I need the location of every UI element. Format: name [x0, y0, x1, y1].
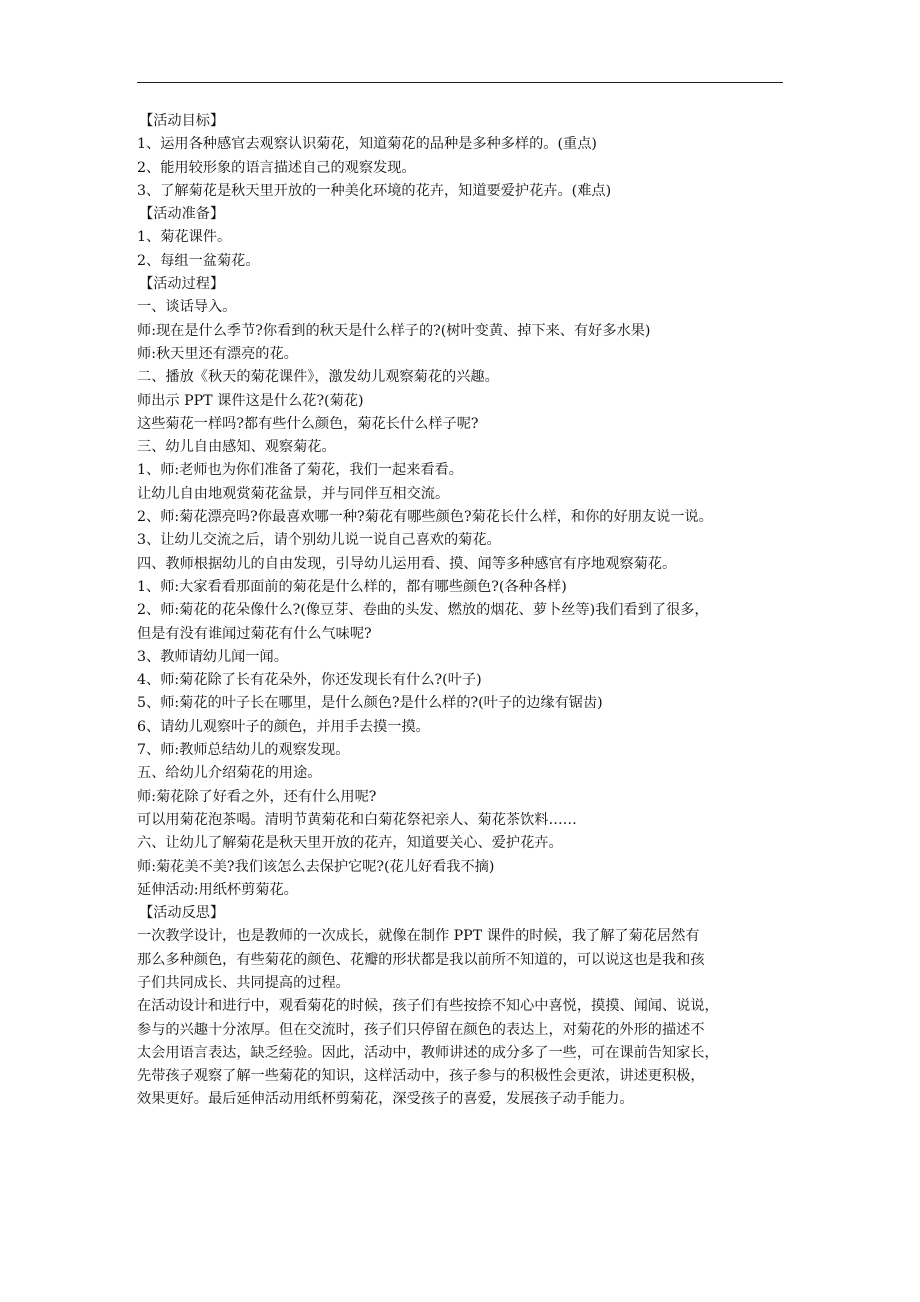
text-line: 1、师:老师也为你们准备了菊花，我们一起来看看。 [137, 462, 463, 479]
text-line: 4、师:菊花除了长有花朵外，你还发现长有什么?(叶子) [137, 672, 482, 689]
text-line: 三、幼儿自由感知、观察菊花。 [137, 439, 336, 456]
text-line: 3、教师请幼儿闻一闻。 [137, 648, 288, 665]
text-line: 太会用语言表达，缺乏经验。因此，活动中，教师讲述的成分多了一些，可在课前告知家长， [137, 1044, 719, 1061]
text-line: 3、让幼儿交流之后，请个别幼儿说一说自己喜欢的菊花。 [137, 532, 501, 549]
text-line: 1、运用各种感官去观察认识菊花，知道菊花的品种是多种多样的。(重点) [137, 136, 597, 153]
text-line: 可以用菊花泡茶喝。清明节黄菊花和白菊花祭祀亲人、菊花茶饮料…… [137, 811, 577, 828]
text-line: 四、教师根据幼儿的自由发现，引导幼儿运用看、摸、闻等多种感官有序地观察菊花。 [137, 555, 677, 572]
text-line: 在活动设计和进行中，观看菊花的时候，孩子们有些按捺不知心中喜悦，摸摸、闻闻、说说， [137, 998, 719, 1015]
text-line: 7、师:教师总结幼儿的观察发现。 [137, 742, 350, 759]
text-line: 2、师:菊花漂亮吗?你最喜欢哪一种?菊花有哪些颜色?菊花长什么样，和你的好朋友说一说。 [137, 509, 713, 526]
text-line: 1、菊花课件。 [137, 229, 232, 246]
text-line: 5、师:菊花的叶子长在哪里，是什么颜色?是什么样的?(叶子的边缘有锯齿) [137, 695, 603, 712]
text-line: 师:菊花除了好看之外，还有什么用呢? [137, 788, 377, 805]
text-line: 先带孩子观察了解一些菊花的知识，这样活动中，孩子参与的积极性会更浓，讲述更积极， [137, 1068, 705, 1085]
section-heading: 【活动目标】 [139, 113, 225, 129]
section-heading: 【活动过程】 [139, 276, 225, 293]
text-line: 参与的兴趣十分浓厚。但在交流时，孩子们只停留在颜色的表达上，对菊花的外形的描述不 [137, 1021, 705, 1038]
text-line: 师出示 PPT 课件这是什么花?(菊花) [137, 392, 364, 409]
text-line: 6、请幼儿观察叶子的颜色，并用手去摸一摸。 [137, 718, 430, 735]
text-line: 六、让幼儿了解菊花是秋天里开放的花卉，知道要关心、爱护花卉。 [137, 835, 563, 852]
text-line: 2、能用较形象的语言描述自己的观察发现。 [137, 159, 416, 176]
text-line: 子们共同成长、共同提高的过程。 [137, 974, 350, 991]
text-line: 师:菊花美不美?我们该怎么去保护它呢?(花儿好看我不摘) [137, 858, 495, 875]
document-body [137, 110, 785, 1112]
text-line: 五、给幼儿介绍菊花的用途。 [137, 765, 322, 782]
text-line: 那么多种颜色，有些菊花的颜色、花瓣的形状都是我以前所不知道的，可以说这也是我和孩 [137, 951, 705, 968]
text-line: 3、了解菊花是秋天里开放的一种美化环境的花卉，知道要爱护花卉。(难点) [137, 182, 612, 199]
text-line: 一、谈话导入。 [137, 299, 237, 316]
text-line: 但是有没有谁闻过菊花有什么气味呢? [137, 625, 372, 642]
section-heading: 【活动准备】 [139, 206, 225, 223]
text-line: 师:现在是什么季节?你看到的秋天是什么样子的?(树叶变黄、掉下来、有好多水果) [137, 322, 651, 339]
text-line: 2、每组一盆菊花。 [137, 252, 260, 269]
header-rule [137, 82, 783, 83]
text-line: 让幼儿自由地观赏菊花盆景，并与同伴互相交流。 [137, 485, 450, 502]
text-line: 延伸活动:用纸杯剪菊花。 [137, 881, 298, 898]
text-line: 二、播放《秋天的菊花课件》，激发幼儿观察菊花的兴趣。 [137, 369, 499, 386]
text-line: 2、师:菊花的花朵像什么?(像豆芽、卷曲的头发、燃放的烟花、萝卜丝等)我们看到了很多， [137, 602, 709, 619]
text-line: 1、师:大家看看那面前的菊花是什么样的，都有哪些颜色?(各种各样) [137, 578, 567, 595]
text-line: 这些菊花一样吗?都有些什么颜色，菊花长什么样子呢? [137, 415, 479, 432]
text-line: 效果更好。最后延伸活动用纸杯剪菊花，深受孩子的喜爱，发展孩子动手能力。 [137, 1091, 634, 1108]
section-heading: 【活动反思】 [139, 905, 225, 922]
text-line: 一次教学设计，也是教师的一次成长，就像在制作 PPT 课件的时候，我了解了菊花居然有 [137, 928, 700, 945]
text-line: 师:秋天里还有漂亮的花。 [137, 345, 298, 362]
